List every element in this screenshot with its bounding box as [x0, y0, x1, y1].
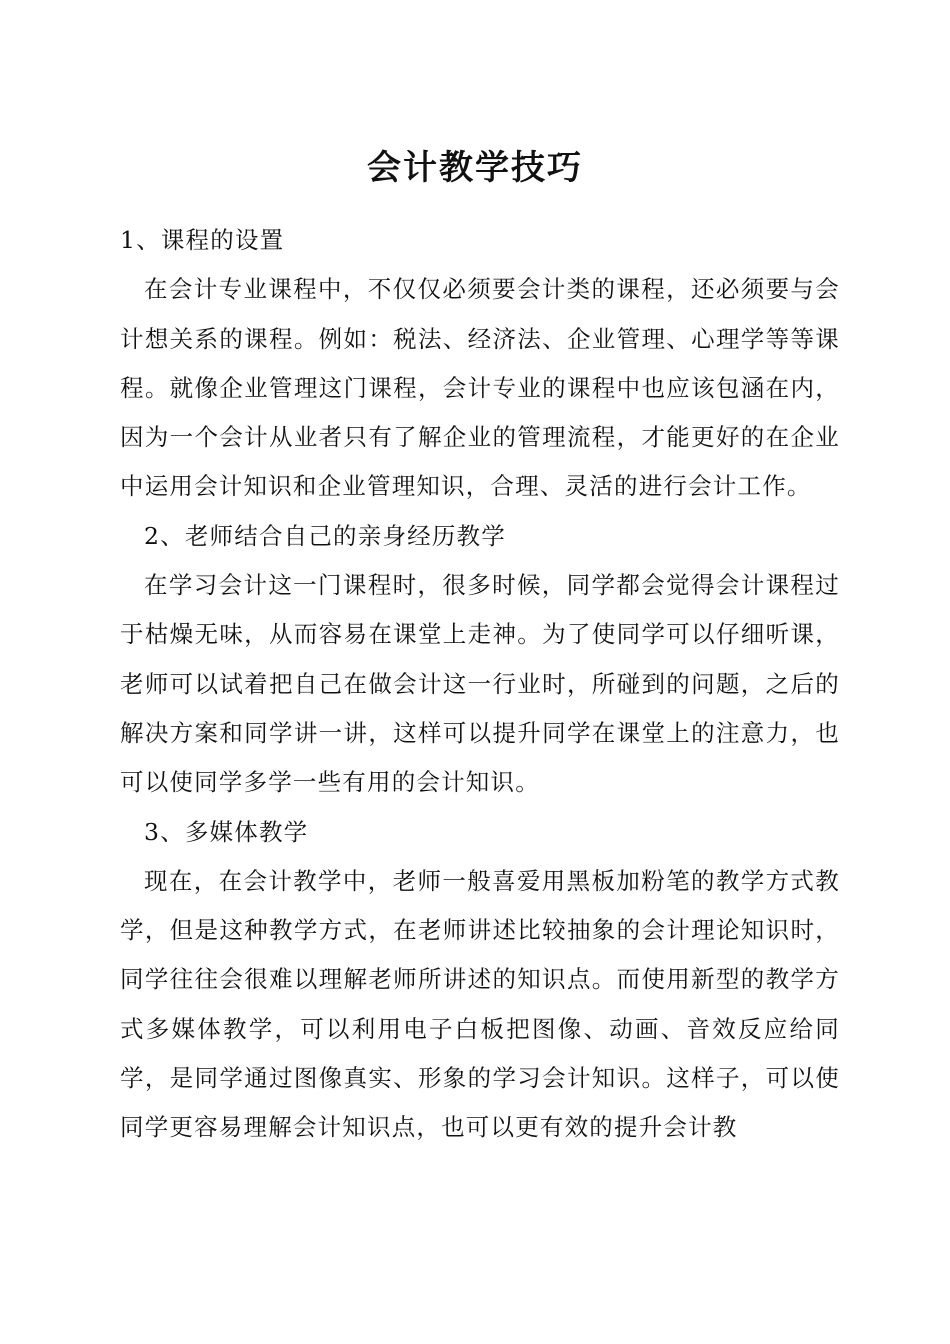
section-paragraph-teacher-experience: 在学习会计这一门课程时，很多时候，同学都会觉得会计课程过于枯燥无味，从而容易在课堂上走神。为了使同学可以仔细听课，老师可以试着把自己在做会计这一行业时，所碰到的问题，之后的解决方案和同学讲一讲，这样可以提升同学在课堂上的注意力，也可以使同学多学一些有用的会计知识。 — [120, 571, 840, 797]
document-body — [120, 216, 840, 1153]
section-heading-course-setup: 1、课程的设置 — [120, 226, 285, 254]
document-title: 会计教学技巧 — [367, 148, 583, 188]
section-paragraph-course-setup: 在会计专业课程中，不仅仅必须要会计类的课程，还必须要与会计想关系的课程。例如：税法、经济法、企业管理、心理学等等课程。就像企业管理这门课程，会计专业的课程中也应该包涵在内，因为一个会计从业者只有了解企业的管理流程，才能更好的在企业中运用会计知识和企业管理知识，合理、灵活的进行会计工作。 — [120, 275, 840, 501]
section-heading-teacher-experience: 2、老师结合自己的亲身经历教学 — [144, 521, 506, 550]
section-heading-multimedia: 3、多媒体教学 — [144, 817, 309, 846]
section-paragraph-multimedia: 现在，在会计教学中，老师一般喜爱用黑板加粉笔的教学方式教学，但是这种教学方式，在老师讲述比较抽象的会计理论知识时，同学往往会很难以理解老师所讲述的知识点。而使用新型的教学方式多媒体教学，可以利用电子白板把图像、动画、音效反应给同学，是同学通过图像真实、形象的学习会计知识。这样子，可以使同学更容易理解会计知识点，也可以更有效的提升会计教 — [120, 866, 840, 1142]
